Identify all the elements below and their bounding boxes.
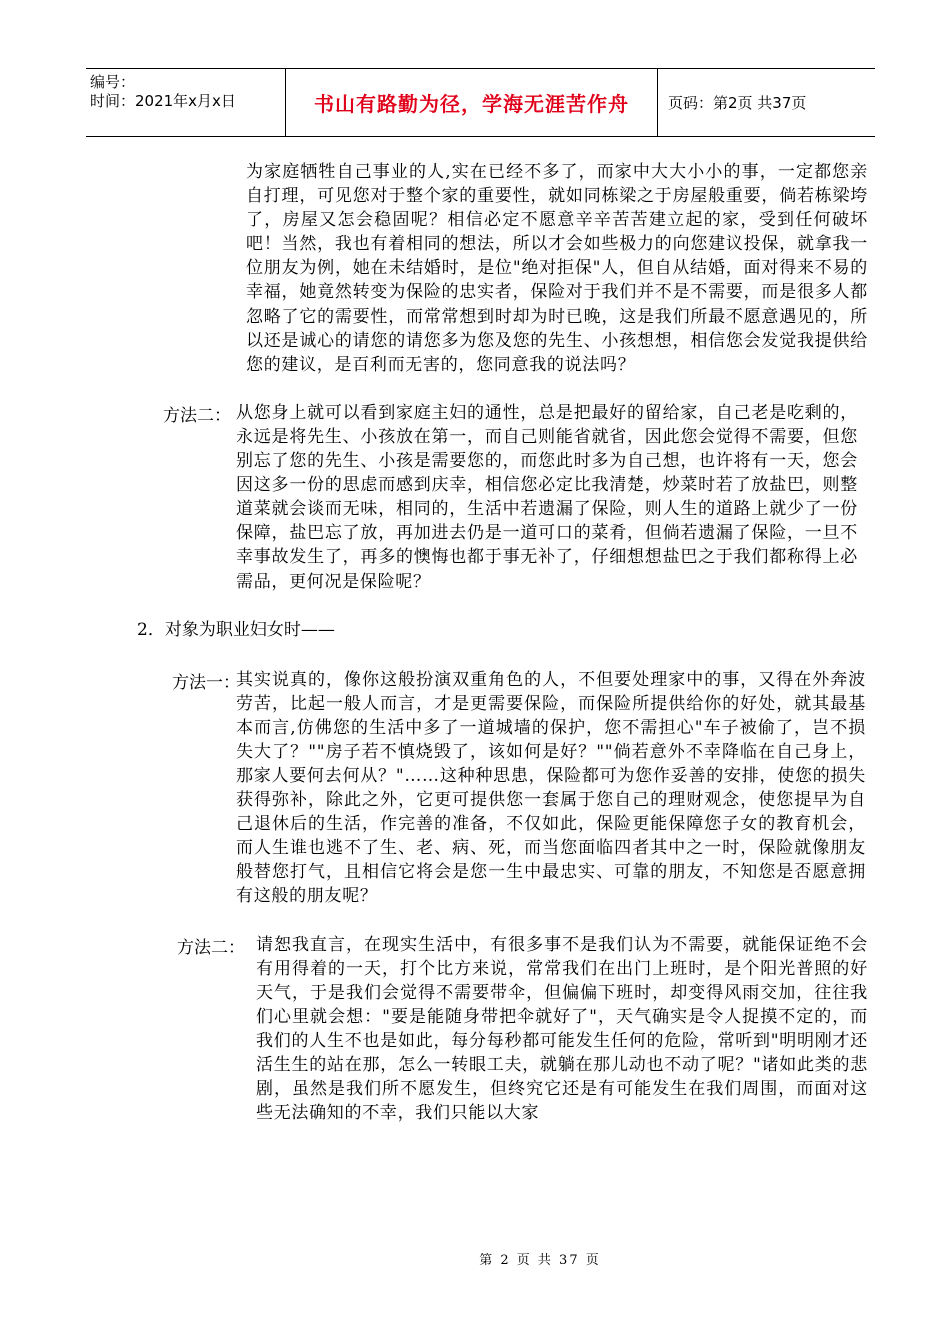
method-paragraph xyxy=(0,933,950,1126)
paragraph-text: 从您身上就可以看到家庭主妇的通性，总是把最好的留给家，自己老是吃剩的，永远是将先生、小孩放在第一，而自己则能省就省，因此您会觉得不需要，但您别忘了您的先生、小孩是需要您的，而您此时多为自己想，也许将有一天，您会因这多一份的思虑而感到庆幸，相信您必定比我清楚，炒菜时若了放盐巴，则整道菜就会谈而无味，相同的，生活中若遗漏了保险，则人生的道路上就少了一份保障，盐巴忘了放，再加进去仍是一道可口的菜肴，但倘若遗漏了保险，一旦不幸事故发生了，再多的懊悔也都于事无补了，仔细想想盐巴之于我们都称得上必需品，更何况是保险呢？ xyxy=(236,402,858,592)
paragraph-text: 为家庭牺牲自己事业的人,实在已经不多了，而家中大大小小的事，一定都您亲自打理，可见您对于整个家的重要性，就如同栋梁之于房屋般重要，倘若栋梁垮了，房屋又怎会稳固呢？相信必定不愿意辛辛苦苦建立起的家，受到任何破坏吧！当然，我也有着相同的想法，所以才会如些极力的向您建议投保，就拿我一位朋友为例，她在未结婚时，是位"绝对拒保"人，但自从结婚，面对得来不易的幸福，她竟然转变为保险的忠实者，保险对于我们并不是不需要，而是很多人都忽略了它的需要性，而常常想到时却为时已晚，这是我们所最不愿意遇见的，所以还是诚心的请您的请您多为您及您的先生、小孩想想，相信您会发觉我提供给您的建议，是百利而无害的，您同意我的说法吗？ xyxy=(246,162,868,375)
header-motto: 书山有路勤为径，学海无涯苦作舟 xyxy=(314,92,629,116)
header-motto-cell xyxy=(286,69,658,136)
header-meta xyxy=(86,69,286,136)
method-paragraph xyxy=(0,401,950,594)
footer-page-number: 第 2 页 共 37 页 xyxy=(479,1253,601,1268)
document-date: 时间：2021年x月x日 xyxy=(90,92,236,110)
paragraph-text: 请恕我直言，在现实生活中，有很多事不是我们认为不需要，就能保证绝不会有用得着的一天，打个比方来说，常常我们在出门上班时，是个阳光普照的好天气，于是我们会觉得不需要带伞，但偏偏下班时，却变得风雨交加，往往我们心里就会想："要是能随身带把伞就好了"，天气确实是令人捉摸不定的，而我们的人生不也是如此，每分每秒都可能发生任何的危险，常听到"明明刚才还活生生的站在那，怎么一转眼工夫，就躺在那儿动也不动了呢？"诸如此类的悲剧，虽然是我们所不愿发生，但终究它还是有可能发生在我们周围，而面对这些无法确知的不幸，我们只能以大家 xyxy=(256,934,868,1124)
header-page-info: 页码：第2页 共37页 xyxy=(668,94,807,112)
document-body xyxy=(0,160,950,1149)
method-paragraph xyxy=(0,668,950,909)
method-label: 方法一： xyxy=(172,672,240,693)
header-page-info-cell xyxy=(658,69,875,136)
paragraph-text: 其实说真的，像你这般扮演双重角色的人，不但要处理家中的事，又得在外奔波劳苦，比起一般人而言，才是更需要保险，而保险所提供给你的好处，就其最基本而言,仿佛您的生活中多了一道城墙的保护，您不需担心"车子被偷了，岂不损失大了？""房子若不慎烧毁了，该如何是好？""倘若意外不幸降临在自己身上，那家人要何去何从？"……这种种思患，保险都可为您作妥善的安排，使您的损失获得弥补，除此之外，它更可提供您一套属于您自己的理财观念，使您提早为自己退休后的生活，作完善的准备，不仅如此，保险更能保障您子女的教育机会，而人生谁也逃不了生、老、病、死，而当您面临四者其中之一时，保险就像朋友般替您打气，且相信它将会是您一生中最忠实、可靠的朋友，不知您是否愿意拥有这般的朋友呢？ xyxy=(236,669,866,907)
method-label: 方法二： xyxy=(177,937,245,958)
page-footer xyxy=(0,1249,950,1268)
page-header xyxy=(86,68,875,137)
paragraph xyxy=(0,160,950,377)
document-number-label: 编号： xyxy=(90,73,136,91)
section-heading: 2．对象为职业妇女时—— xyxy=(137,619,335,640)
method-label: 方法二： xyxy=(163,405,231,426)
